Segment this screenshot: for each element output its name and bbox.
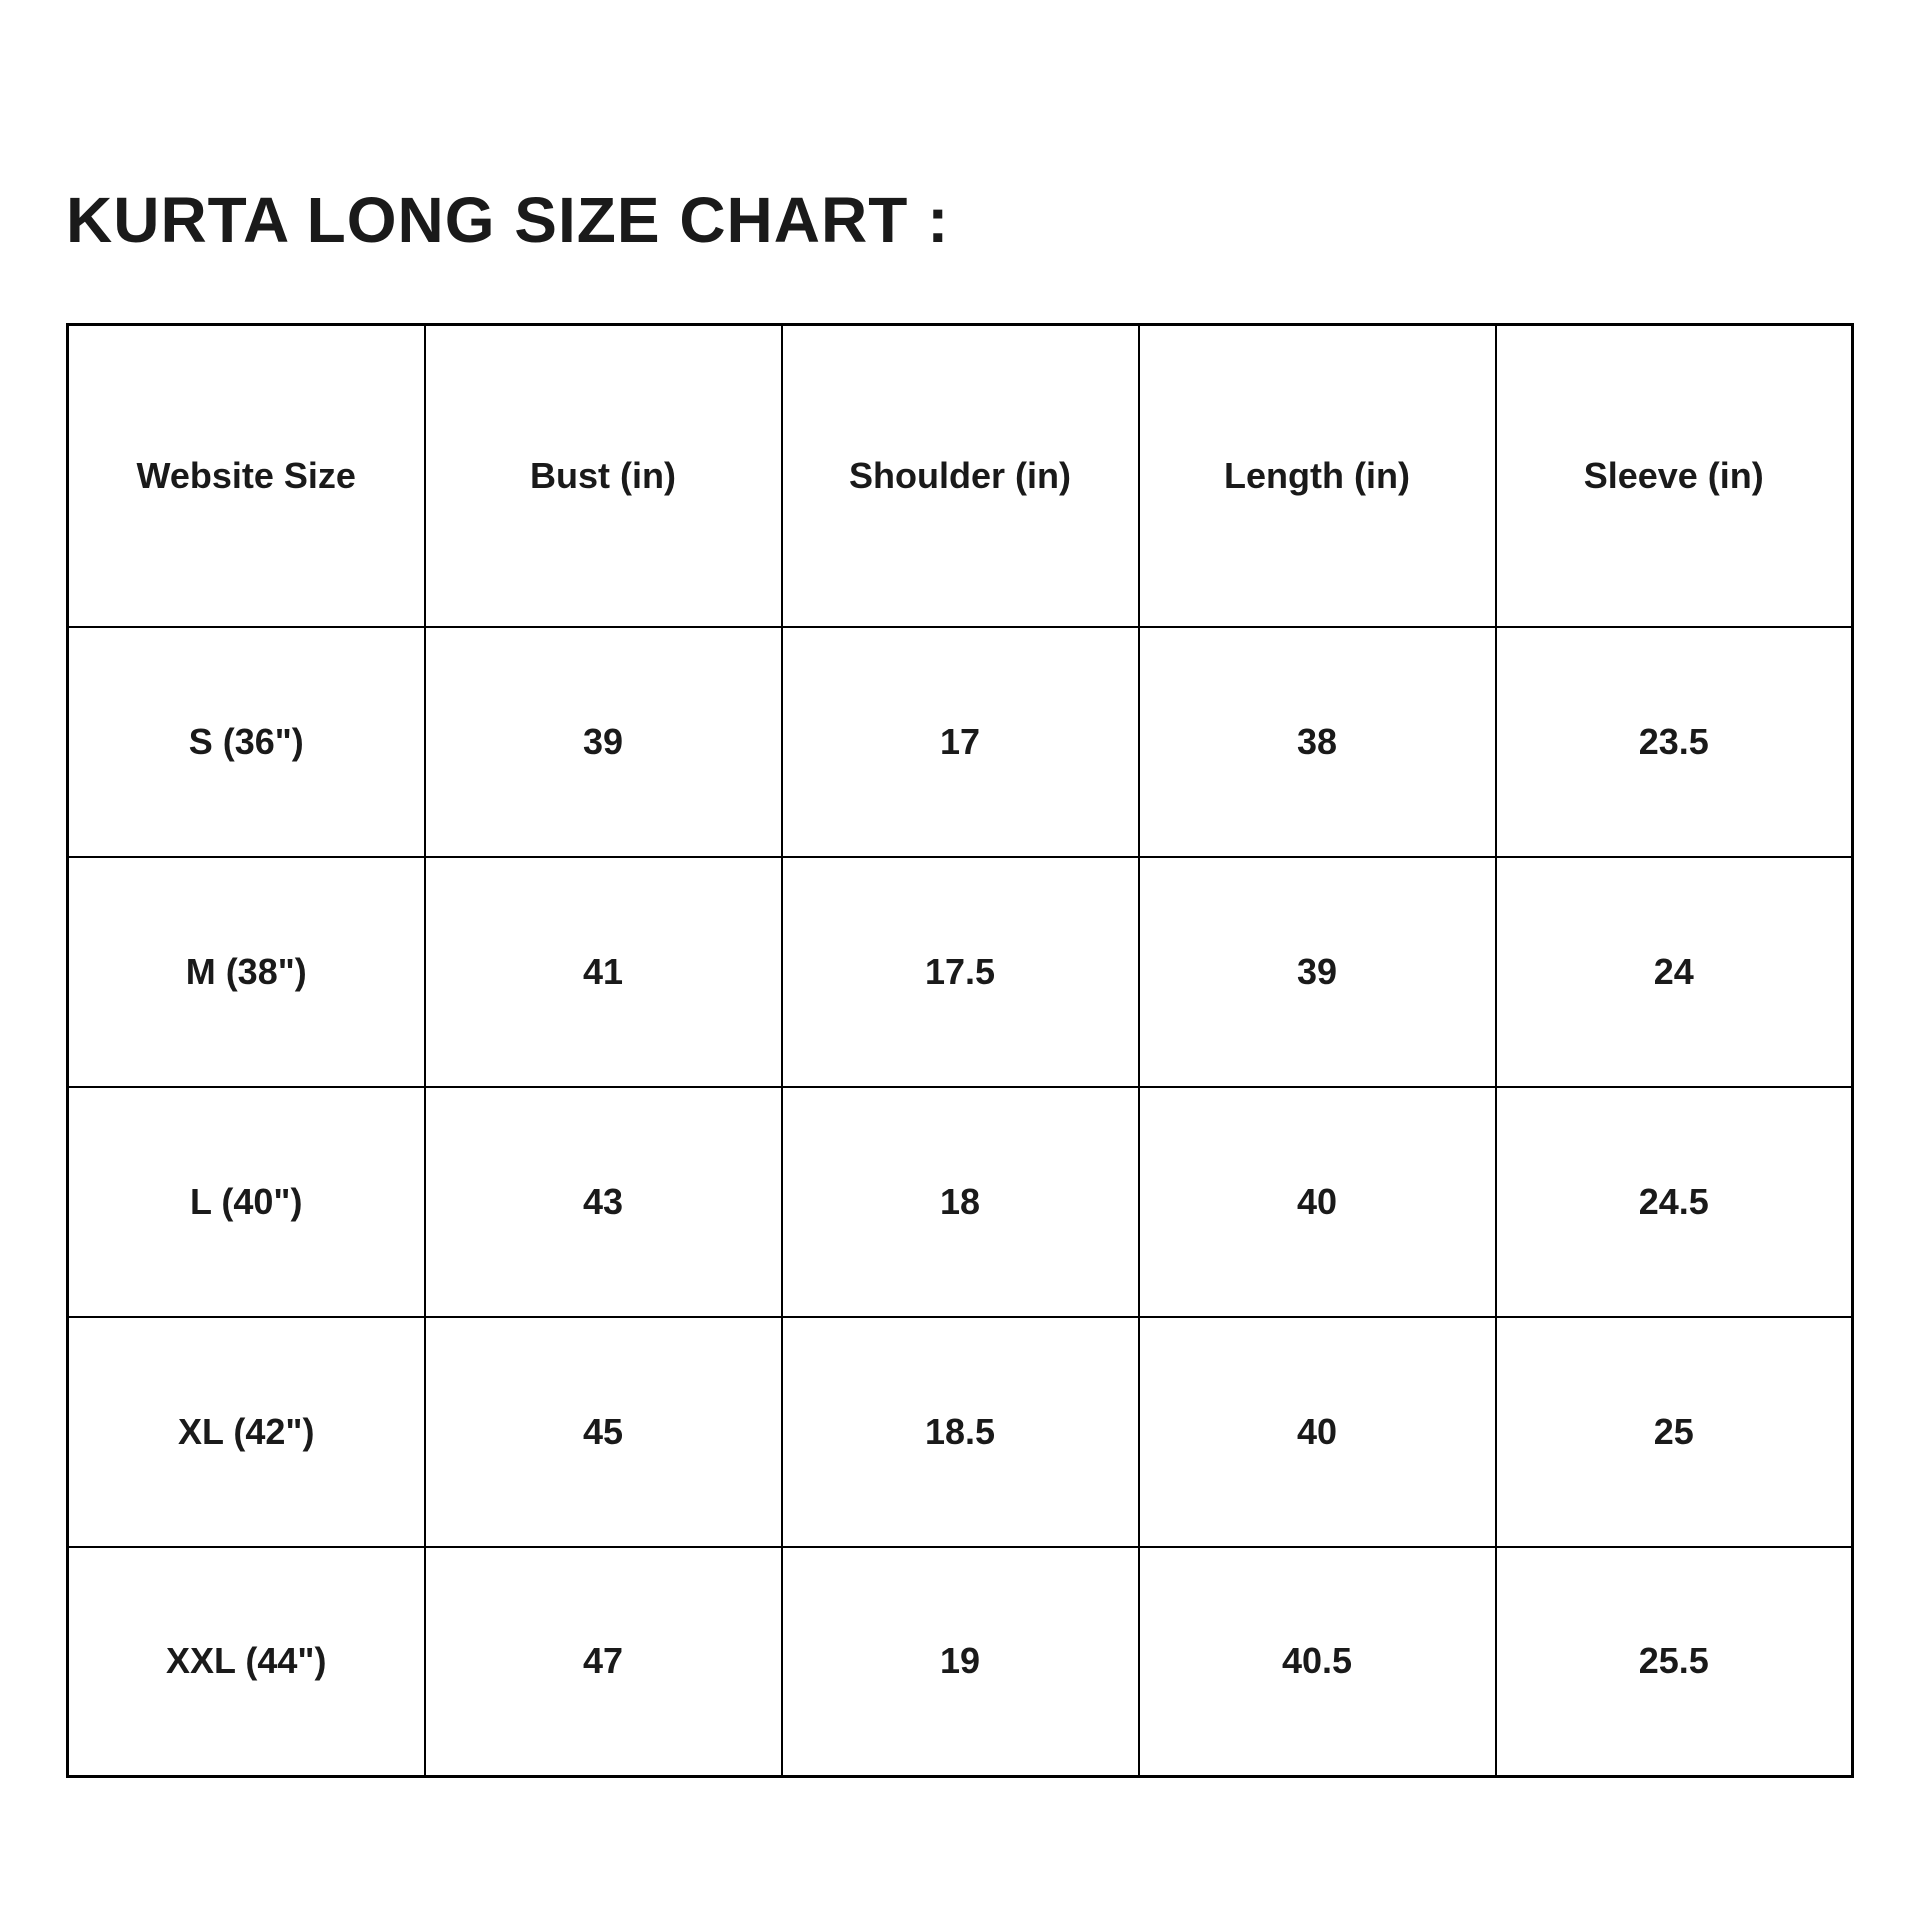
table-row: [68, 627, 1853, 857]
column-header: Sleeve (in): [1496, 325, 1853, 627]
measurement-cell: 43: [425, 1087, 782, 1317]
size-label-cell: S (36"): [68, 627, 425, 857]
column-header: Website Size: [68, 325, 425, 627]
measurement-cell: 47: [425, 1547, 782, 1777]
table-row: [68, 1547, 1853, 1777]
measurement-cell: 41: [425, 857, 782, 1087]
measurement-cell: 18.5: [782, 1317, 1139, 1547]
size-label-cell: M (38"): [68, 857, 425, 1087]
table-body: [68, 627, 1853, 1777]
table-row: [68, 857, 1853, 1087]
measurement-cell: 24: [1496, 857, 1853, 1087]
measurement-cell: 17.5: [782, 857, 1139, 1087]
page-title: KURTA LONG SIZE CHART :: [66, 183, 950, 256]
size-label-cell: L (40"): [68, 1087, 425, 1317]
measurement-cell: 17: [782, 627, 1139, 857]
column-header: Length (in): [1139, 325, 1496, 627]
table-header: [68, 325, 1853, 627]
table-row: [68, 1087, 1853, 1317]
measurement-cell: 25: [1496, 1317, 1853, 1547]
measurement-cell: 40: [1139, 1317, 1496, 1547]
measurement-cell: 19: [782, 1547, 1139, 1777]
column-header: Shoulder (in): [782, 325, 1139, 627]
size-chart-table: [66, 323, 1854, 1778]
column-header: Bust (in): [425, 325, 782, 627]
measurement-cell: 24.5: [1496, 1087, 1853, 1317]
size-label-cell: XL (42"): [68, 1317, 425, 1547]
measurement-cell: 39: [1139, 857, 1496, 1087]
measurement-cell: 40.5: [1139, 1547, 1496, 1777]
header-row: [68, 325, 1853, 627]
measurement-cell: 25.5: [1496, 1547, 1853, 1777]
measurement-cell: 39: [425, 627, 782, 857]
measurement-cell: 18: [782, 1087, 1139, 1317]
size-label-cell: XXL (44"): [68, 1547, 425, 1777]
table-row: [68, 1317, 1853, 1547]
measurement-cell: 40: [1139, 1087, 1496, 1317]
measurement-cell: 45: [425, 1317, 782, 1547]
measurement-cell: 38: [1139, 627, 1496, 857]
measurement-cell: 23.5: [1496, 627, 1853, 857]
